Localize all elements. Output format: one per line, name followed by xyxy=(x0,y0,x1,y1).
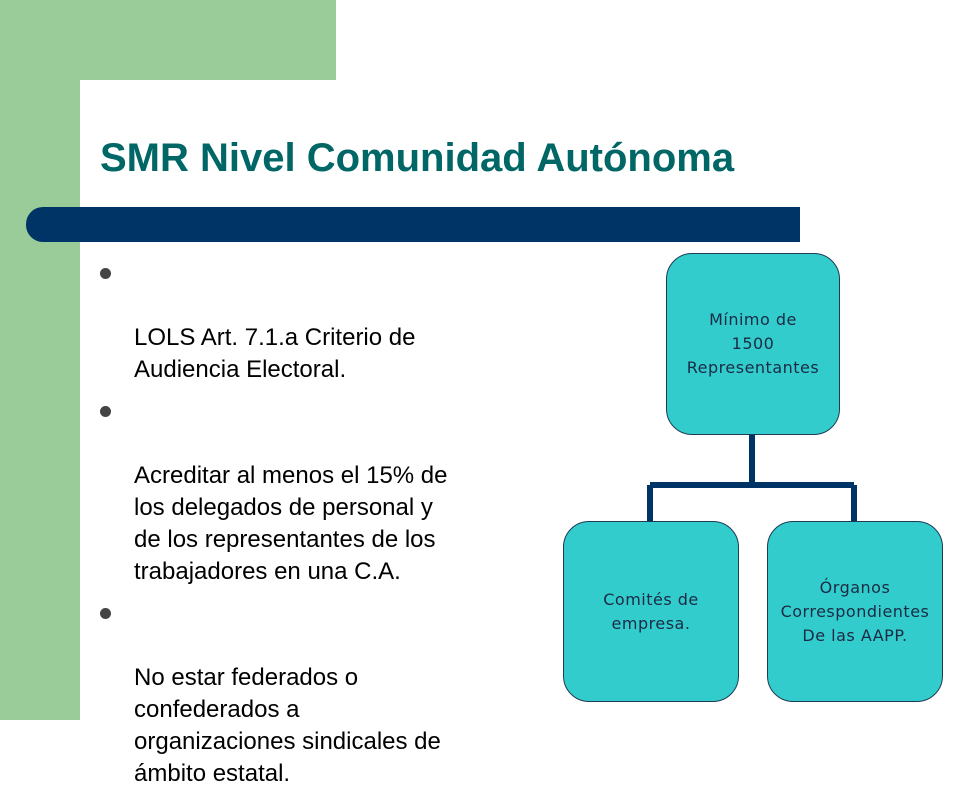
org-node-organos: Órganos Correspondientes De las AAPP. xyxy=(767,521,943,702)
slide-title: SMR Nivel Comunidad Autónoma xyxy=(100,136,735,180)
connector-lines xyxy=(650,435,854,521)
org-node-root: Mínimo de 1500 Representantes xyxy=(666,253,840,435)
org-node-comites: Comités de empresa. xyxy=(563,521,739,702)
bullet-text: Acreditar al menos el 15% de los delegados de personal y de los representantes de los trabajadores en una C.A. xyxy=(134,462,448,585)
bullet-text: No estar federados o confederados a organizaciones sindicales de ámbito estatal. xyxy=(134,664,441,787)
bullet-text: LOLS Art. 7.1.a Criterio de Audiencia Electoral. xyxy=(134,324,416,383)
